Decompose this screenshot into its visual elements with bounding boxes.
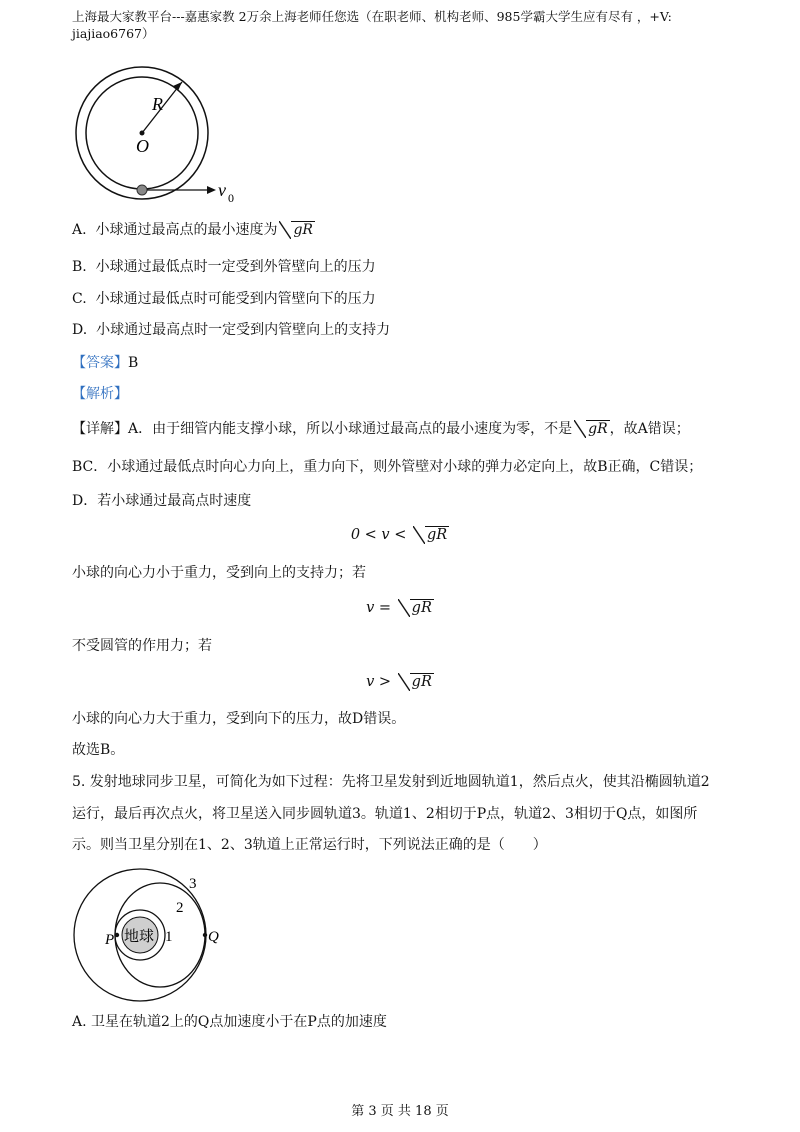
text-after-eq3: 小球的向心力大于重力，受到向下的压力，故D错误。	[72, 711, 406, 727]
orbit-2-label: 2	[176, 900, 184, 916]
figure-circular-tube	[70, 58, 240, 208]
analysis-line	[72, 385, 128, 403]
center-label: O	[136, 136, 149, 156]
conclusion: 故选B。	[72, 742, 125, 758]
text-after-eq2: 不受圆管的作用力；若	[72, 638, 212, 654]
equation-3: v > gR	[366, 674, 432, 690]
text-after-eq1: 小球的向心力小于重力，受到向上的支持力；若	[72, 565, 366, 581]
option-c: C. 小球通过最低点时可能受到内管壁向下的压力	[72, 291, 376, 307]
detail-a: 【详解】A．由于细管内能支撑小球，所以小球通过最高点的最小速度为零，不是 gR ，故A错误；	[72, 421, 690, 437]
q5-line-3: 示。则当卫星分别在1、2、3轨道上正常运行时，下列说法正确的是（ ）	[72, 837, 547, 853]
q5-line-2: 运行，最后再次点火，将卫星送入同步圆轨道3。轨道1、2相切于P点，轨道2、3相切于Q点，如图所	[72, 806, 698, 822]
option-d: D. 小球通过最高点时一定受到内管壁向上的支持力	[72, 322, 391, 338]
point-q-label: Q	[208, 929, 219, 945]
page-header: 上海最大家教平台---嘉惠家教 2万余上海老师任您选（在职老师、机构老师、985学霸大学生应有尽有 ，+V: jiajiao6767）	[72, 9, 672, 41]
option-a: A. 小球通过最高点的最小速度为 gR	[72, 222, 313, 238]
detail-d: D．若小球通过最高点时速度	[72, 493, 252, 509]
q5-option-a: A. 卫星在轨道2上的Q点加速度小于在P点的加速度	[72, 1014, 387, 1030]
velocity-subscript: 0	[228, 191, 234, 205]
velocity-label: v	[218, 180, 226, 200]
answer-line	[72, 354, 138, 372]
point-p-label: P	[105, 932, 115, 948]
option-b: B. 小球通过最低点时一定受到外管壁向上的压力	[72, 259, 376, 275]
page-footer: 第 3 页 共 18 页	[351, 1104, 449, 1119]
radius-label: R	[152, 94, 163, 114]
figure-orbits	[70, 860, 240, 1005]
answer-value: B	[128, 355, 139, 371]
q5-line-1: 5. 发射地球同步卫星，可简化为如下过程：先将卫星发射到近地圆轨道1，然后点火，使其沿椭圆轨道2	[72, 774, 710, 790]
earth-label: 地球	[124, 927, 155, 945]
orbit-1-label: 1	[165, 929, 173, 945]
equation-1: 0 < v < gR	[350, 527, 448, 543]
analysis-tag: 【解析】	[72, 386, 128, 402]
equation-2: v = gR	[366, 600, 432, 616]
answer-tag: 【答案】	[72, 355, 128, 371]
orbit-3-label: 3	[189, 876, 197, 892]
detail-bc: BC．小球通过最低点时向心力向上，重力向下，则外管壁对小球的弹力必定向上，故B正确，C错误；	[72, 459, 703, 475]
